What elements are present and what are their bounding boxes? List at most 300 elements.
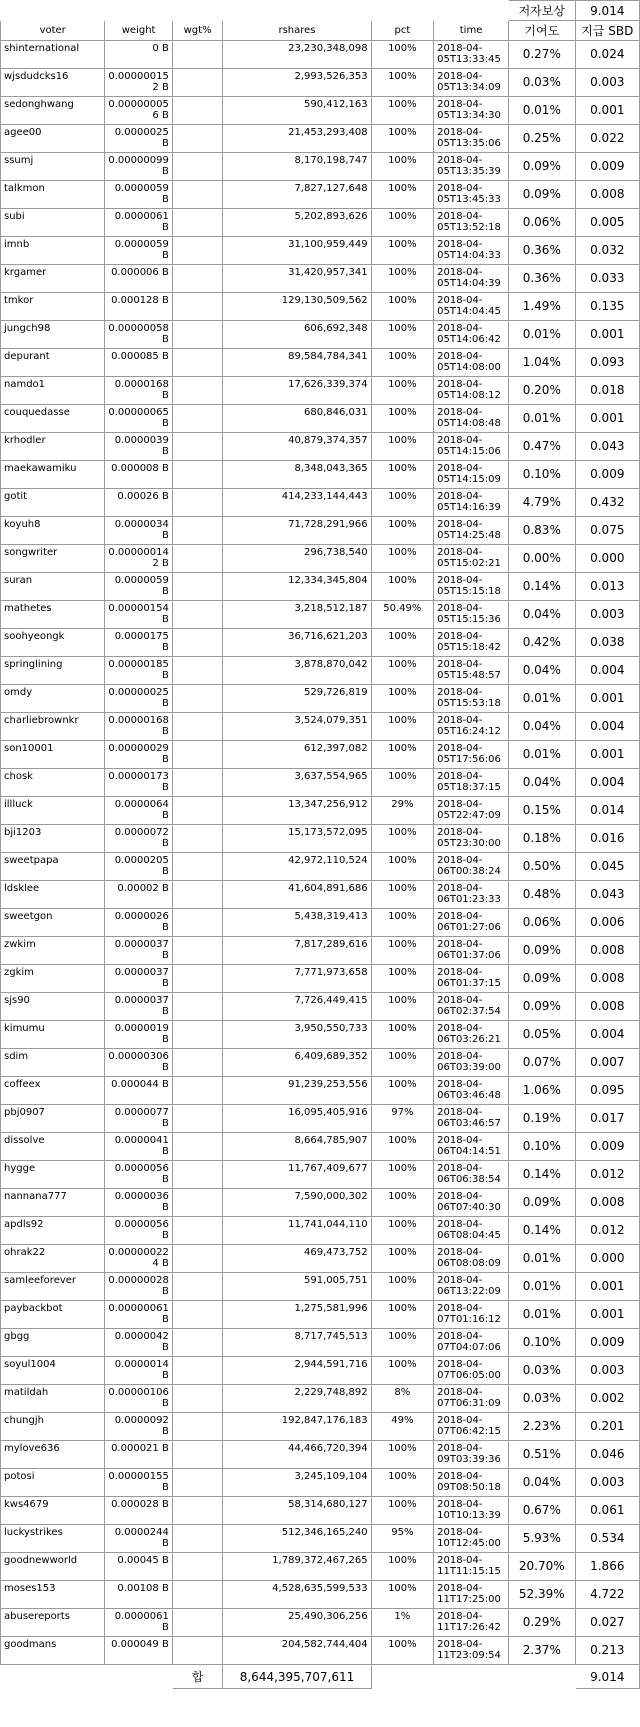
cell-voter[interactable]: zgkim: [1, 965, 105, 993]
cell-weight[interactable]: 0.000021 B: [105, 1441, 172, 1469]
cell-weight[interactable]: 0.00000168 B: [105, 713, 172, 741]
cell-pct[interactable]: 100%: [371, 97, 434, 125]
cell-contribution[interactable]: 0.00%: [508, 545, 575, 573]
cell-weight[interactable]: 0.0000092 B: [105, 1413, 172, 1441]
cell-sbd[interactable]: 0.075: [575, 517, 639, 545]
cell-voter[interactable]: hygge: [1, 1161, 105, 1189]
cell-voter[interactable]: namdo1: [1, 377, 105, 405]
cell-sbd[interactable]: 0.012: [575, 1161, 639, 1189]
cell-contribution[interactable]: 0.27%: [508, 41, 575, 69]
cell-weight[interactable]: 0.0000037 B: [105, 937, 172, 965]
cell-pct[interactable]: 100%: [371, 1245, 434, 1273]
cell-sbd[interactable]: 0.018: [575, 377, 639, 405]
cell-wgt-pct[interactable]: [172, 573, 223, 601]
cell-contribution[interactable]: 0.09%: [508, 965, 575, 993]
cell-contribution[interactable]: 0.67%: [508, 1497, 575, 1525]
cell-pct[interactable]: 100%: [371, 1469, 434, 1497]
cell-contribution[interactable]: 0.04%: [508, 601, 575, 629]
cell-pct[interactable]: 100%: [371, 237, 434, 265]
cell-wgt-pct[interactable]: [172, 1357, 223, 1385]
cell-pct[interactable]: 100%: [371, 1441, 434, 1469]
cell-weight[interactable]: 0.000008 B: [105, 461, 172, 489]
cell-sbd[interactable]: 0.004: [575, 1021, 639, 1049]
cell-sbd[interactable]: 0.001: [575, 1273, 639, 1301]
cell-contribution[interactable]: 2.37%: [508, 1637, 575, 1665]
cell-pct[interactable]: 50.49%: [371, 601, 434, 629]
total-label[interactable]: 합: [172, 1665, 223, 1689]
cell-sbd[interactable]: 0.009: [575, 1329, 639, 1357]
cell-contribution[interactable]: 0.36%: [508, 265, 575, 293]
cell-sbd[interactable]: 0.001: [575, 741, 639, 769]
cell-time[interactable]: 2018-04-11T11:15:15: [434, 1553, 509, 1581]
cell-rshares[interactable]: 5,202,893,626: [223, 209, 371, 237]
cell-voter[interactable]: luckystrikes: [1, 1525, 105, 1553]
cell-wgt-pct[interactable]: [172, 153, 223, 181]
cell-voter[interactable]: kws4679: [1, 1497, 105, 1525]
cell-pct[interactable]: 100%: [371, 1581, 434, 1609]
cell-rshares[interactable]: 6,409,689,352: [223, 1049, 371, 1077]
cell-voter[interactable]: apdls92: [1, 1217, 105, 1245]
cell-contribution[interactable]: 1.04%: [508, 349, 575, 377]
cell-sbd[interactable]: 0.014: [575, 797, 639, 825]
cell-time[interactable]: 2018-04-05T13:45:33: [434, 181, 509, 209]
cell-time[interactable]: 2018-04-05T13:35:39: [434, 153, 509, 181]
cell-weight[interactable]: 0.0000014 B: [105, 1357, 172, 1385]
cell-sbd[interactable]: 0.013: [575, 573, 639, 601]
cell-pct[interactable]: 100%: [371, 1301, 434, 1329]
cell-contribution[interactable]: 0.09%: [508, 1189, 575, 1217]
cell-voter[interactable]: tmkor: [1, 293, 105, 321]
cell-voter[interactable]: sdim: [1, 1049, 105, 1077]
cell-voter[interactable]: samleeforever: [1, 1273, 105, 1301]
cell-weight[interactable]: 0.0000025 B: [105, 125, 172, 153]
cell-voter[interactable]: abusereports: [1, 1609, 105, 1637]
cell-voter[interactable]: zwkim: [1, 937, 105, 965]
cell-contribution[interactable]: 0.01%: [508, 741, 575, 769]
cell-time[interactable]: 2018-04-05T15:15:18: [434, 573, 509, 601]
cell-weight[interactable]: 0.00000014 2 B: [105, 545, 172, 573]
cell-contribution[interactable]: 0.06%: [508, 209, 575, 237]
cell-pct[interactable]: 100%: [371, 1049, 434, 1077]
cell-voter[interactable]: krgamer: [1, 265, 105, 293]
cell-pct[interactable]: 100%: [371, 1021, 434, 1049]
cell-wgt-pct[interactable]: [172, 69, 223, 97]
cell-contribution[interactable]: 0.47%: [508, 433, 575, 461]
cell-sbd[interactable]: 0.027: [575, 1609, 639, 1637]
cell-voter[interactable]: gotit: [1, 489, 105, 517]
cell-pct[interactable]: 100%: [371, 489, 434, 517]
cell-voter[interactable]: koyuh8: [1, 517, 105, 545]
cell-pct[interactable]: 100%: [371, 433, 434, 461]
cell-wgt-pct[interactable]: [172, 1245, 223, 1273]
total-sbd[interactable]: 9.014: [575, 1665, 639, 1689]
cell-voter[interactable]: sweetpapa: [1, 853, 105, 881]
cell-voter[interactable]: subi: [1, 209, 105, 237]
cell-rshares[interactable]: 680,846,031: [223, 405, 371, 433]
cell-time[interactable]: 2018-04-05T15:18:42: [434, 629, 509, 657]
cell-time[interactable]: 2018-04-05T15:48:57: [434, 657, 509, 685]
cell-rshares[interactable]: 612,397,082: [223, 741, 371, 769]
cell-sbd[interactable]: 0.009: [575, 1133, 639, 1161]
cell-rshares[interactable]: 8,348,043,365: [223, 461, 371, 489]
header-pct[interactable]: pct: [371, 21, 434, 41]
cell-voter[interactable]: coffeex: [1, 1077, 105, 1105]
cell-rshares[interactable]: 12,334,345,804: [223, 573, 371, 601]
cell-pct[interactable]: 100%: [371, 657, 434, 685]
cell-weight[interactable]: 0.0000077 B: [105, 1105, 172, 1133]
cell-wgt-pct[interactable]: [172, 1301, 223, 1329]
cell-contribution[interactable]: 4.79%: [508, 489, 575, 517]
cell-contribution[interactable]: 0.25%: [508, 125, 575, 153]
cell-time[interactable]: 2018-04-06T02:37:54: [434, 993, 509, 1021]
cell-time[interactable]: 2018-04-05T18:37:15: [434, 769, 509, 797]
cell-voter[interactable]: illluck: [1, 797, 105, 825]
cell-sbd[interactable]: 0.003: [575, 601, 639, 629]
cell-weight[interactable]: 0.00000306 B: [105, 1049, 172, 1077]
cell-wgt-pct[interactable]: [172, 321, 223, 349]
cell-time[interactable]: 2018-04-06T07:40:30: [434, 1189, 509, 1217]
cell-sbd[interactable]: 4.722: [575, 1581, 639, 1609]
cell-wgt-pct[interactable]: [172, 125, 223, 153]
cell-voter[interactable]: springlining: [1, 657, 105, 685]
cell-contribution[interactable]: 0.29%: [508, 1609, 575, 1637]
cell-time[interactable]: 2018-04-11T17:25:00: [434, 1581, 509, 1609]
cell-voter[interactable]: agee00: [1, 125, 105, 153]
cell-contribution[interactable]: 0.01%: [508, 321, 575, 349]
cell-contribution[interactable]: 0.10%: [508, 461, 575, 489]
cell-voter[interactable]: moses153: [1, 1581, 105, 1609]
cell-weight[interactable]: 0.0000037 B: [105, 965, 172, 993]
cell-rshares[interactable]: 17,626,339,374: [223, 377, 371, 405]
cell-pct[interactable]: 49%: [371, 1413, 434, 1441]
cell-time[interactable]: 2018-04-05T14:04:33: [434, 237, 509, 265]
cell-weight[interactable]: 0.0000042 B: [105, 1329, 172, 1357]
cell-time[interactable]: 2018-04-06T01:23:33: [434, 881, 509, 909]
cell-rshares[interactable]: 529,726,819: [223, 685, 371, 713]
cell-voter[interactable]: gbgg: [1, 1329, 105, 1357]
cell-weight[interactable]: 0.0000168 B: [105, 377, 172, 405]
cell-rshares[interactable]: 192,847,176,183: [223, 1413, 371, 1441]
cell-pct[interactable]: 1%: [371, 1609, 434, 1637]
cell-voter[interactable]: mylove636: [1, 1441, 105, 1469]
cell-pct[interactable]: 100%: [371, 881, 434, 909]
cell-rshares[interactable]: 3,245,109,104: [223, 1469, 371, 1497]
cell-rshares[interactable]: 42,972,110,524: [223, 853, 371, 881]
cell-pct[interactable]: 100%: [371, 573, 434, 601]
cell-sbd[interactable]: 0.095: [575, 1077, 639, 1105]
cell-rshares[interactable]: 7,827,127,648: [223, 181, 371, 209]
cell-contribution[interactable]: 2.23%: [508, 1413, 575, 1441]
cell-rshares[interactable]: 16,095,405,916: [223, 1105, 371, 1133]
cell-rshares[interactable]: 296,738,540: [223, 545, 371, 573]
cell-pct[interactable]: 100%: [371, 965, 434, 993]
cell-sbd[interactable]: 0.012: [575, 1217, 639, 1245]
cell-wgt-pct[interactable]: [172, 1189, 223, 1217]
cell-weight[interactable]: 0.00000029 B: [105, 741, 172, 769]
cell-pct[interactable]: 100%: [371, 69, 434, 97]
cell-sbd[interactable]: 0.004: [575, 769, 639, 797]
cell-voter[interactable]: potosi: [1, 1469, 105, 1497]
cell-weight[interactable]: 0.000006 B: [105, 265, 172, 293]
cell-wgt-pct[interactable]: [172, 1413, 223, 1441]
cell-time[interactable]: 2018-04-07T04:07:06: [434, 1329, 509, 1357]
cell-pct[interactable]: 100%: [371, 517, 434, 545]
cell-weight[interactable]: 0.000128 B: [105, 293, 172, 321]
cell-wgt-pct[interactable]: [172, 937, 223, 965]
cell-weight[interactable]: 0.00000015 2 B: [105, 69, 172, 97]
cell-sbd[interactable]: 0.008: [575, 1189, 639, 1217]
cell-weight[interactable]: 0.00000061 B: [105, 1301, 172, 1329]
cell-sbd[interactable]: 0.061: [575, 1497, 639, 1525]
cell-wgt-pct[interactable]: [172, 629, 223, 657]
cell-time[interactable]: 2018-04-05T16:24:12: [434, 713, 509, 741]
cell-contribution[interactable]: 0.03%: [508, 1357, 575, 1385]
cell-sbd[interactable]: 0.534: [575, 1525, 639, 1553]
cell-rshares[interactable]: 15,173,572,095: [223, 825, 371, 853]
cell-weight[interactable]: 0.00002 B: [105, 881, 172, 909]
cell-weight[interactable]: 0.00000106 B: [105, 1385, 172, 1413]
cell-sbd[interactable]: 0.007: [575, 1049, 639, 1077]
cell-pct[interactable]: 100%: [371, 125, 434, 153]
cell-wgt-pct[interactable]: [172, 1105, 223, 1133]
cell-weight[interactable]: 0 B: [105, 41, 172, 69]
cell-weight[interactable]: 0.0000037 B: [105, 993, 172, 1021]
cell-voter[interactable]: paybackbot: [1, 1301, 105, 1329]
cell-contribution[interactable]: 0.04%: [508, 657, 575, 685]
cell-sbd[interactable]: 0.001: [575, 1301, 639, 1329]
cell-wgt-pct[interactable]: [172, 181, 223, 209]
cell-time[interactable]: 2018-04-11T17:26:42: [434, 1609, 509, 1637]
cell-contribution[interactable]: 0.42%: [508, 629, 575, 657]
cell-voter[interactable]: soohyeongk: [1, 629, 105, 657]
cell-rshares[interactable]: 2,993,526,353: [223, 69, 371, 97]
cell-voter[interactable]: omdy: [1, 685, 105, 713]
cell-sbd[interactable]: 0.000: [575, 545, 639, 573]
cell-time[interactable]: 2018-04-09T03:39:36: [434, 1441, 509, 1469]
cell-weight[interactable]: 0.00000058 B: [105, 321, 172, 349]
cell-weight[interactable]: 0.0000041 B: [105, 1133, 172, 1161]
cell-rshares[interactable]: 7,726,449,415: [223, 993, 371, 1021]
cell-time[interactable]: 2018-04-05T13:35:06: [434, 125, 509, 153]
cell-wgt-pct[interactable]: [172, 545, 223, 573]
cell-weight[interactable]: 0.0000244 B: [105, 1525, 172, 1553]
cell-rshares[interactable]: 36,716,621,203: [223, 629, 371, 657]
cell-pct[interactable]: 100%: [371, 685, 434, 713]
cell-contribution[interactable]: 0.14%: [508, 1217, 575, 1245]
cell-voter[interactable]: soyul1004: [1, 1357, 105, 1385]
cell-time[interactable]: 2018-04-09T08:50:18: [434, 1469, 509, 1497]
cell-weight[interactable]: 0.0000059 B: [105, 573, 172, 601]
cell-sbd[interactable]: 0.002: [575, 1385, 639, 1413]
cell-wgt-pct[interactable]: [172, 461, 223, 489]
cell-contribution[interactable]: 0.01%: [508, 1245, 575, 1273]
cell-voter[interactable]: son10001: [1, 741, 105, 769]
cell-rshares[interactable]: 8,717,745,513: [223, 1329, 371, 1357]
cell-contribution[interactable]: 0.03%: [508, 1385, 575, 1413]
cell-wgt-pct[interactable]: [172, 1581, 223, 1609]
cell-sbd[interactable]: 0.008: [575, 937, 639, 965]
cell-voter[interactable]: goodmans: [1, 1637, 105, 1665]
cell-contribution[interactable]: 52.39%: [508, 1581, 575, 1609]
cell-sbd[interactable]: 0.003: [575, 1357, 639, 1385]
cell-rshares[interactable]: 3,950,550,733: [223, 1021, 371, 1049]
cell-voter[interactable]: kimumu: [1, 1021, 105, 1049]
cell-time[interactable]: 2018-04-06T03:46:48: [434, 1077, 509, 1105]
cell-voter[interactable]: nannana777: [1, 1189, 105, 1217]
cell-pct[interactable]: 100%: [371, 1553, 434, 1581]
cell-sbd[interactable]: 0.001: [575, 685, 639, 713]
cell-sbd[interactable]: 0.004: [575, 713, 639, 741]
cell-sbd[interactable]: 0.046: [575, 1441, 639, 1469]
cell-rshares[interactable]: 3,878,870,042: [223, 657, 371, 685]
cell-contribution[interactable]: 1.49%: [508, 293, 575, 321]
cell-contribution[interactable]: 0.36%: [508, 237, 575, 265]
cell-contribution[interactable]: 0.51%: [508, 1441, 575, 1469]
total-rshares[interactable]: 8,644,395,707,611: [223, 1665, 371, 1689]
cell-pct[interactable]: 100%: [371, 909, 434, 937]
cell-time[interactable]: 2018-04-05T13:34:30: [434, 97, 509, 125]
cell-weight[interactable]: 0.00000154 B: [105, 601, 172, 629]
cell-voter[interactable]: jungch98: [1, 321, 105, 349]
cell-wgt-pct[interactable]: [172, 909, 223, 937]
cell-rshares[interactable]: 3,218,512,187: [223, 601, 371, 629]
cell-rshares[interactable]: 11,741,044,110: [223, 1217, 371, 1245]
cell-pct[interactable]: 100%: [371, 1133, 434, 1161]
cell-contribution[interactable]: 0.01%: [508, 685, 575, 713]
cell-pct[interactable]: 100%: [371, 825, 434, 853]
cell-contribution[interactable]: 0.04%: [508, 769, 575, 797]
cell-wgt-pct[interactable]: [172, 349, 223, 377]
cell-rshares[interactable]: 71,728,291,966: [223, 517, 371, 545]
cell-rshares[interactable]: 91,239,253,556: [223, 1077, 371, 1105]
cell-rshares[interactable]: 5,438,319,413: [223, 909, 371, 937]
cell-time[interactable]: 2018-04-10T10:13:39: [434, 1497, 509, 1525]
cell-contribution[interactable]: 0.09%: [508, 937, 575, 965]
cell-pct[interactable]: 100%: [371, 461, 434, 489]
cell-voter[interactable]: sweetgon: [1, 909, 105, 937]
cell-pct[interactable]: 29%: [371, 797, 434, 825]
header-rshares[interactable]: rshares: [223, 21, 371, 41]
cell-sbd[interactable]: 0.016: [575, 825, 639, 853]
cell-wgt-pct[interactable]: [172, 293, 223, 321]
cell-rshares[interactable]: 591,005,751: [223, 1273, 371, 1301]
cell-sbd[interactable]: 0.032: [575, 237, 639, 265]
cell-pct[interactable]: 95%: [371, 1525, 434, 1553]
cell-voter[interactable]: chungjh: [1, 1413, 105, 1441]
cell-time[interactable]: 2018-04-06T01:37:06: [434, 937, 509, 965]
cell-sbd[interactable]: 0.022: [575, 125, 639, 153]
cell-sbd[interactable]: 0.045: [575, 853, 639, 881]
cell-wgt-pct[interactable]: [172, 265, 223, 293]
cell-weight[interactable]: 0.0000056 B: [105, 1161, 172, 1189]
cell-wgt-pct[interactable]: [172, 741, 223, 769]
cell-sbd[interactable]: 0.004: [575, 657, 639, 685]
cell-pct[interactable]: 100%: [371, 405, 434, 433]
cell-time[interactable]: 2018-04-11T23:09:54: [434, 1637, 509, 1665]
cell-sbd[interactable]: 0.009: [575, 461, 639, 489]
cell-voter[interactable]: ssumj: [1, 153, 105, 181]
cell-contribution[interactable]: 1.06%: [508, 1077, 575, 1105]
cell-time[interactable]: 2018-04-05T14:04:39: [434, 265, 509, 293]
cell-weight[interactable]: 0.000085 B: [105, 349, 172, 377]
cell-weight[interactable]: 0.000049 B: [105, 1637, 172, 1665]
cell-time[interactable]: 2018-04-07T01:16:12: [434, 1301, 509, 1329]
author-reward-label[interactable]: 저자보상: [508, 1, 575, 21]
cell-rshares[interactable]: 204,582,744,404: [223, 1637, 371, 1665]
cell-wgt-pct[interactable]: [172, 1077, 223, 1105]
cell-voter[interactable]: imnb: [1, 237, 105, 265]
cell-voter[interactable]: sedonghwang: [1, 97, 105, 125]
cell-voter[interactable]: chosk: [1, 769, 105, 797]
cell-sbd[interactable]: 0.003: [575, 69, 639, 97]
cell-weight[interactable]: 0.00000099 B: [105, 153, 172, 181]
cell-wgt-pct[interactable]: [172, 377, 223, 405]
cell-rshares[interactable]: 25,490,306,256: [223, 1609, 371, 1637]
cell-weight[interactable]: 0.00026 B: [105, 489, 172, 517]
cell-weight[interactable]: 0.0000019 B: [105, 1021, 172, 1049]
cell-weight[interactable]: 0.0000059 B: [105, 237, 172, 265]
cell-weight[interactable]: 0.00000022 4 B: [105, 1245, 172, 1273]
cell-pct[interactable]: 100%: [371, 1217, 434, 1245]
cell-voter[interactable]: dissolve: [1, 1133, 105, 1161]
cell-sbd[interactable]: 0.008: [575, 993, 639, 1021]
cell-wgt-pct[interactable]: [172, 965, 223, 993]
cell-voter[interactable]: goodnewworld: [1, 1553, 105, 1581]
cell-rshares[interactable]: 8,170,198,747: [223, 153, 371, 181]
cell-wgt-pct[interactable]: [172, 1049, 223, 1077]
cell-pct[interactable]: 100%: [371, 853, 434, 881]
cell-pct[interactable]: 100%: [371, 1077, 434, 1105]
cell-contribution[interactable]: 0.07%: [508, 1049, 575, 1077]
cell-voter[interactable]: ohrak22: [1, 1245, 105, 1273]
cell-pct[interactable]: 100%: [371, 181, 434, 209]
cell-weight[interactable]: 0.000044 B: [105, 1077, 172, 1105]
cell-rshares[interactable]: 606,692,348: [223, 321, 371, 349]
cell-contribution[interactable]: 0.01%: [508, 405, 575, 433]
cell-wgt-pct[interactable]: [172, 657, 223, 685]
cell-wgt-pct[interactable]: [172, 601, 223, 629]
cell-sbd[interactable]: 0.001: [575, 321, 639, 349]
cell-time[interactable]: 2018-04-06T03:26:21: [434, 1021, 509, 1049]
cell-pct[interactable]: 100%: [371, 545, 434, 573]
cell-pct[interactable]: 100%: [371, 1273, 434, 1301]
cell-contribution[interactable]: 0.05%: [508, 1021, 575, 1049]
cell-rshares[interactable]: 590,412,163: [223, 97, 371, 125]
cell-sbd[interactable]: 0.003: [575, 1469, 639, 1497]
cell-time[interactable]: 2018-04-06T01:37:15: [434, 965, 509, 993]
cell-rshares[interactable]: 1,789,372,467,265: [223, 1553, 371, 1581]
cell-pct[interactable]: 100%: [371, 769, 434, 797]
cell-wgt-pct[interactable]: [172, 853, 223, 881]
cell-rshares[interactable]: 21,453,293,408: [223, 125, 371, 153]
cell-wgt-pct[interactable]: [172, 993, 223, 1021]
cell-pct[interactable]: 100%: [371, 1189, 434, 1217]
cell-weight[interactable]: 0.000028 B: [105, 1497, 172, 1525]
cell-voter[interactable]: krhodler: [1, 433, 105, 461]
cell-weight[interactable]: 0.00000028 B: [105, 1273, 172, 1301]
cell-weight[interactable]: 0.00000185 B: [105, 657, 172, 685]
cell-sbd[interactable]: 0.038: [575, 629, 639, 657]
cell-voter[interactable]: sjs90: [1, 993, 105, 1021]
cell-sbd[interactable]: 0.008: [575, 181, 639, 209]
cell-sbd[interactable]: 1.866: [575, 1553, 639, 1581]
cell-contribution[interactable]: 0.20%: [508, 377, 575, 405]
cell-sbd[interactable]: 0.006: [575, 909, 639, 937]
cell-time[interactable]: 2018-04-05T14:04:45: [434, 293, 509, 321]
cell-wgt-pct[interactable]: [172, 1273, 223, 1301]
cell-time[interactable]: 2018-04-05T15:15:36: [434, 601, 509, 629]
cell-time[interactable]: 2018-04-06T04:14:51: [434, 1133, 509, 1161]
